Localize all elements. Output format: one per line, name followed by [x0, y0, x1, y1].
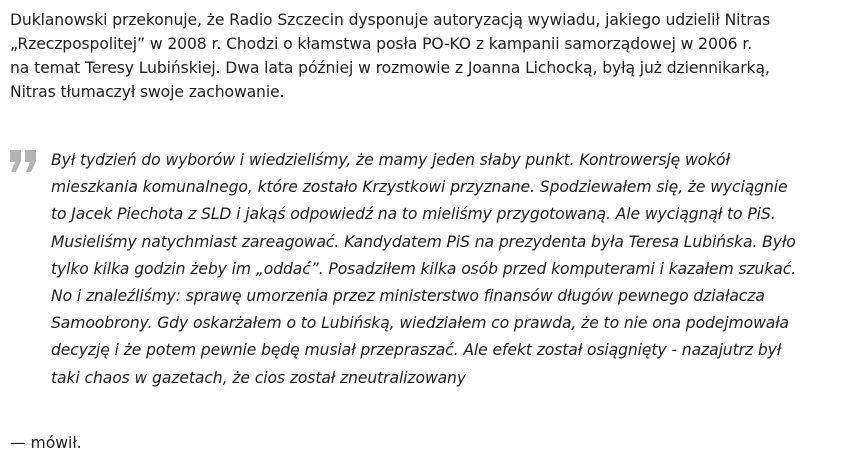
quote-line: tylko kilka godzin żeby im „oddać”. Posadziłem kilka osób przed komputerami i kazałem szukać.	[51, 259, 797, 278]
quote-icon	[10, 150, 37, 172]
quote-line: No i znaleźliśmy: sprawę umorzenia przez ministerstwo finansów długów pewnego działacza	[51, 286, 765, 305]
lead-line: Nitras tłumaczył swoje zachowanie.	[10, 83, 285, 101]
closing-attribution: — mówił.	[10, 434, 82, 452]
lead-line: „Rzeczpospolitej” w 2008 r. Chodzi o kłamstwa posła PO-KO z kampanii samorządowej w 2006 r.	[10, 35, 753, 53]
quote-line: Był tydzień do wyborów i wiedzieliśmy, że mamy jeden słaby punkt. Kontrowersję wokół	[51, 151, 730, 169]
quote-line: Samoobrony. Gdy oskarżałem o to Lubińską, wiedziałem co prawda, że to nie ona podejmowała	[51, 314, 790, 333]
quote-text	[51, 147, 796, 392]
quote-line: taki chaos w gazetach, że cios został zneutralizowany	[51, 368, 466, 387]
lead-paragraph	[10, 8, 770, 104]
quote-line: mieszkania komunalnego, które zostało Krzystkowi przyznane. Spodziewałem się, że wyciągnie	[51, 178, 788, 197]
lead-line: Duklanowski przekonuje, że Radio Szczecin dysponuje autoryzacją wywiadu, jakiego udzielił Nitras	[10, 11, 771, 29]
quote-line: to Jacek Piechota z SLD i jakąś odpowiedź na to mieliśmy przygotowaną. Ale wyciągnął to PiS.	[51, 205, 776, 224]
lead-line: na temat Teresy Lubińskiej. Dwa lata później w rozmowie z Joanna Lichocką, byłą już dziennikarką,	[10, 59, 770, 77]
quote-line: Musieliśmy natychmiast zareagować. Kandydatem PiS na prezydenta była Teresa Lubińska. Było	[51, 232, 796, 251]
quote-line: decyzję i że potem pewnie będę musiał przepraszać. Ale efekt został osiągnięty - nazajutrz był	[51, 341, 782, 360]
